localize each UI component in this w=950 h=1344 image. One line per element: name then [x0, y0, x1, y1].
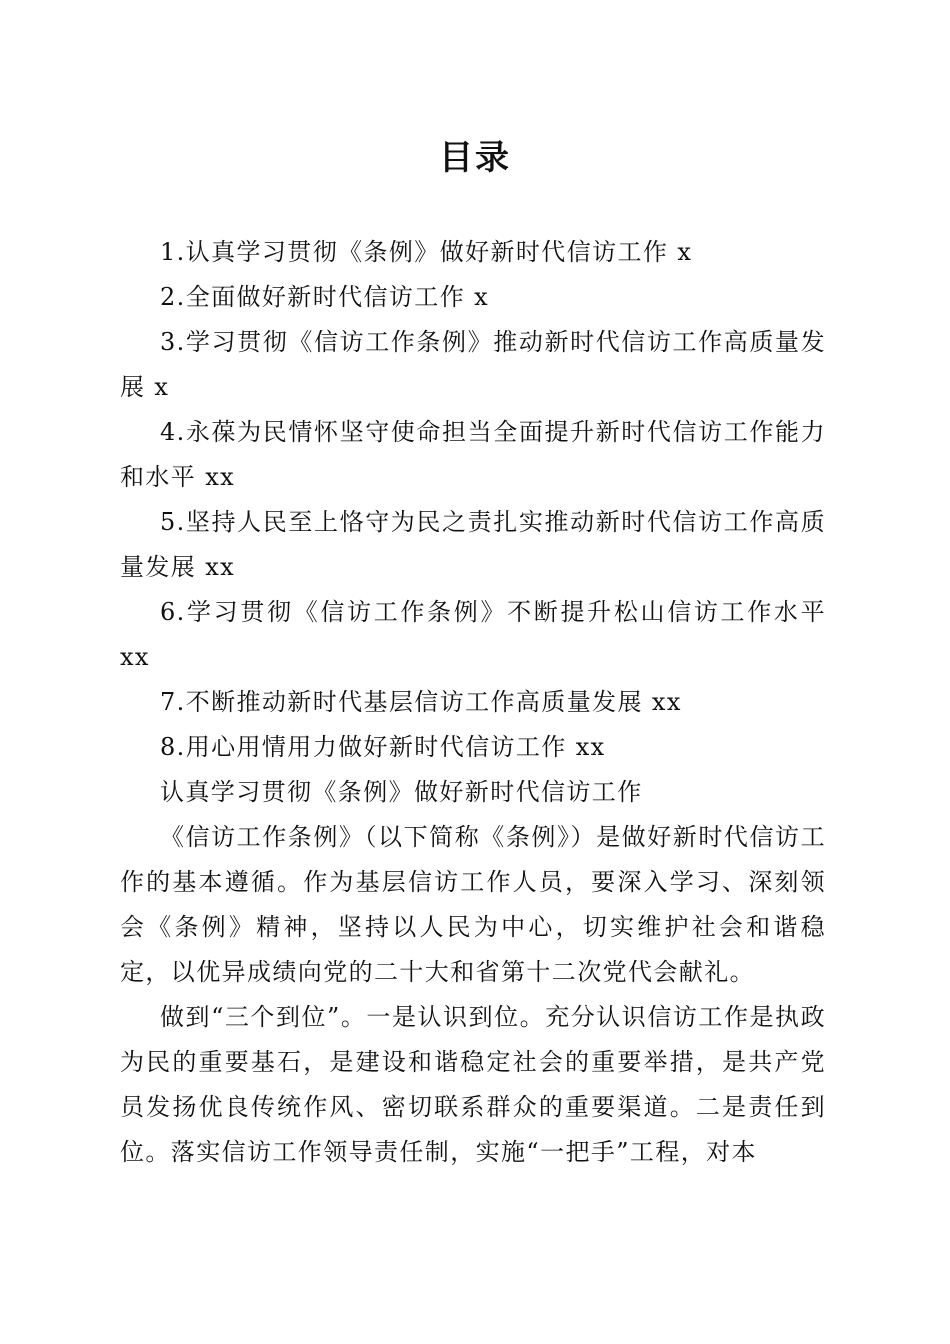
document-body — [120, 230, 826, 1175]
body-paragraph-2: 做到“三个到位”。一是认识到位。充分认识信访工作是执政为民的重要基石，是建设和谐稳定社会的重要举措，是共产党员发扬优良传统作风、密切联系群众的重要渠道。二是责任到位。落实信访工作领导责任制，实施“一把手”工程，对本 — [120, 1003, 826, 1166]
toc-item-4: 4.永葆为民情怀坚守使命担当全面提升新时代信访工作能力和水平 xx — [120, 418, 826, 491]
toc-item-1: 1.认真学习贯彻《条例》做好新时代信访工作 x — [160, 238, 693, 266]
toc-item-6: 6.学习贯彻《信访工作条例》不断提升松山信访工作水平 xx — [120, 598, 826, 671]
body-paragraph-1: 《信访工作条例》（以下简称《条例》）是做好新时代信访工作的基本遵循。作为基层信访工作人员，要深入学习、深刻领会《条例》精神，坚持以人民为中心，切实维护社会和谐稳定，以优异成绩向党的二十大和省第十二次党代会献礼。 — [120, 823, 826, 986]
toc-item-5: 5.坚持人民至上恪守为民之责扎实推动新时代信访工作高质量发展 xx — [120, 508, 826, 581]
toc-item-7: 7.不断推动新时代基层信访工作高质量发展 xx — [160, 688, 682, 716]
page-title: 目录 — [439, 138, 511, 178]
toc-item-3: 3.学习贯彻《信访工作条例》推动新时代信访工作高质量发展 x — [120, 328, 826, 401]
toc-item-8: 8.用心用情用力做好新时代信访工作 xx — [160, 733, 606, 761]
article-heading: 认真学习贯彻《条例》做好新时代信访工作 — [160, 778, 643, 806]
toc-item-2: 2.全面做好新时代信访工作 x — [160, 283, 490, 311]
